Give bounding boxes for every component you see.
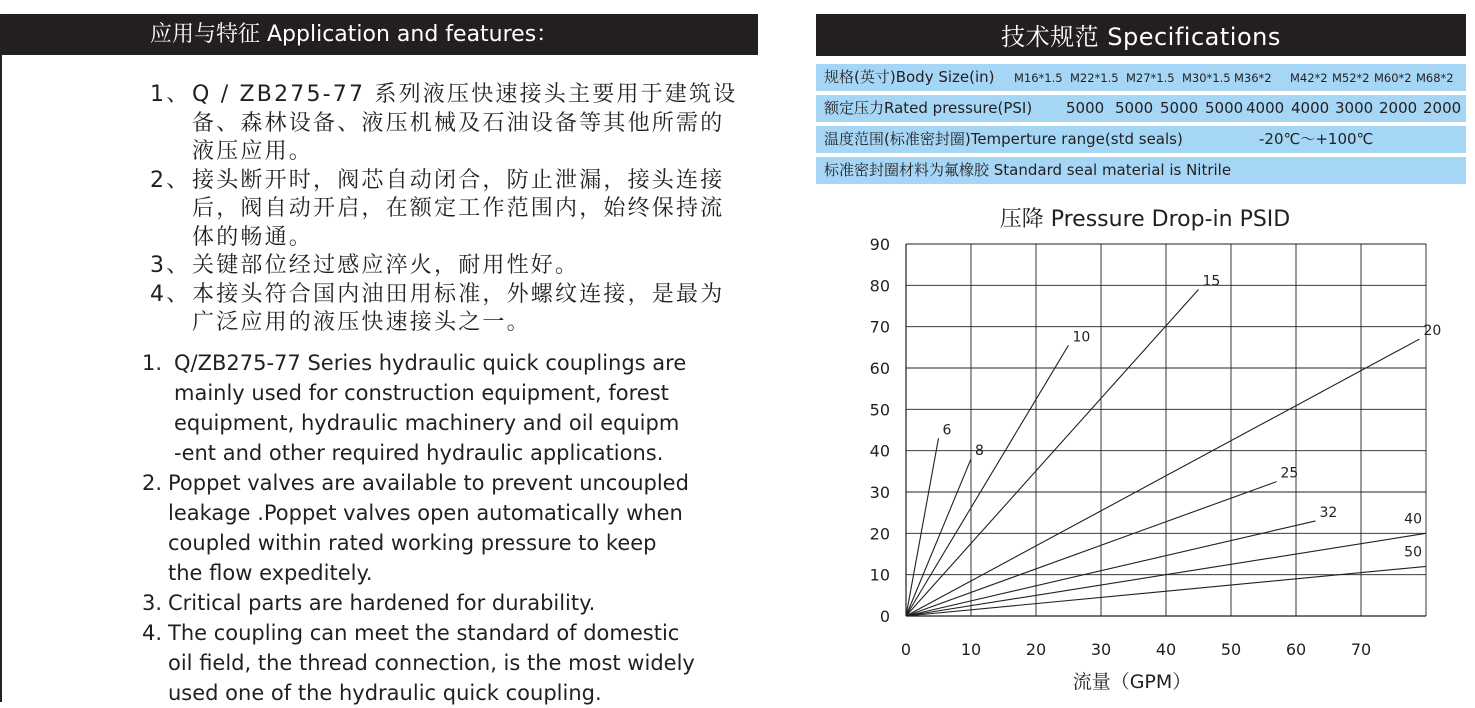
series-label: 8 bbox=[975, 442, 984, 459]
spec-row-temperature-range bbox=[816, 126, 1466, 153]
y-tick-label: 90 bbox=[869, 235, 890, 254]
spec-value: M27*1.5 bbox=[1126, 71, 1175, 85]
spec-value: 4000 bbox=[1246, 99, 1285, 117]
cn-feature-item bbox=[2, 252, 747, 281]
en-feature-item bbox=[2, 588, 748, 618]
y-tick-label: 0 bbox=[879, 607, 890, 626]
spec-value: M22*1.5 bbox=[1070, 71, 1119, 85]
spec-value: 3000 bbox=[1335, 99, 1374, 117]
series-line bbox=[906, 482, 1277, 616]
spec-value: M52*2 bbox=[1332, 71, 1370, 85]
series-label: 25 bbox=[1280, 465, 1299, 482]
y-tick-label: 30 bbox=[869, 483, 890, 502]
cn-feature-item bbox=[2, 281, 747, 338]
x-tick-label: 70 bbox=[1350, 640, 1372, 659]
spec-value: M68*2 bbox=[1416, 71, 1454, 85]
y-tick-label: 70 bbox=[869, 317, 890, 337]
specifications-panel bbox=[816, 14, 1466, 188]
spec-label: 规格(英寸)Body Size(in) bbox=[824, 68, 995, 86]
series-label: 15 bbox=[1202, 273, 1221, 290]
y-tick-label: 20 bbox=[869, 524, 890, 544]
en-feature-text: The coupling can meet the standard of domestic oil field, the thread connection, is the most widely used one of the hydraulic quick coupling. bbox=[168, 620, 695, 705]
en-feature-number: 1. bbox=[142, 350, 163, 375]
cn-feature-text: 关键部位经过感应淬火，耐用性好。 bbox=[192, 253, 580, 278]
spec-value: M60*2 bbox=[1374, 71, 1412, 85]
en-feature-text: Q/ZB275-77 Series hydraulic quick couplings are mainly used for construction equipment, forest equipment, hydraulic machinery and oil equipm -ent and other required hydraulic applications. bbox=[174, 350, 687, 465]
series-label: 32 bbox=[1319, 504, 1338, 521]
y-tick-label: 50 bbox=[869, 400, 890, 420]
y-tick-label: 60 bbox=[869, 359, 890, 378]
x-tick-label: 20 bbox=[1025, 640, 1047, 659]
spec-value: 2000 bbox=[1379, 99, 1418, 117]
series-line bbox=[906, 521, 1316, 616]
x-tick-label: 50 bbox=[1220, 640, 1242, 659]
en-feature-item bbox=[2, 468, 748, 588]
spec-value: M42*2 bbox=[1290, 71, 1328, 85]
cn-feature-number: 2、 bbox=[150, 167, 191, 193]
series-label: 6 bbox=[942, 422, 952, 439]
series-line bbox=[906, 459, 971, 616]
y-tick-label: 80 bbox=[869, 276, 890, 296]
cn-feature-number: 1、 bbox=[150, 82, 191, 107]
spec-value: 5000 bbox=[1066, 99, 1105, 117]
en-feature-text: Critical parts are hardened for durability. bbox=[168, 590, 596, 615]
en-feature-number: 4. bbox=[142, 620, 163, 645]
pressure-drop-chart bbox=[816, 200, 1475, 702]
en-feature-item bbox=[2, 348, 744, 468]
spec-value: 5000 bbox=[1205, 99, 1244, 117]
cn-feature-text: 接头断开时，阀芯自动闭合，防止泄漏，接头连接后，阀自动开启，在额定工作范围内，始终保持流体的畅通。 bbox=[192, 167, 725, 250]
chart-grid bbox=[906, 244, 1426, 616]
cn-feature-number: 4、 bbox=[150, 281, 191, 307]
x-tick-label: 60 bbox=[1285, 640, 1307, 659]
chinese-feature-list bbox=[2, 81, 758, 338]
series-label: 50 bbox=[1404, 544, 1422, 561]
spec-label: 额定压力Rated pressure(PSI) bbox=[824, 99, 1033, 117]
spec-value: 5000 bbox=[1160, 99, 1199, 117]
cn-feature-text: 本接头符合国内油田用标准，外螺纹连接，是最为广泛应用的液压快速接头之一。 bbox=[192, 281, 725, 335]
spec-row-rated-pressure bbox=[816, 95, 1466, 122]
pressure-drop-chart-svg bbox=[816, 200, 1475, 702]
en-feature-number: 2. bbox=[142, 470, 163, 495]
series-label: 40 bbox=[1404, 511, 1422, 528]
spec-value: M16*1.5 bbox=[1014, 71, 1063, 85]
spec-table bbox=[816, 64, 1466, 184]
specifications-header: 技术规范 Specifications bbox=[816, 14, 1466, 56]
chart-title: 压降 Pressure Drop-in PSID bbox=[999, 207, 1291, 232]
spec-value: 4000 bbox=[1291, 99, 1330, 117]
series-label: 20 bbox=[1423, 323, 1442, 340]
y-tick-label: 10 bbox=[869, 565, 890, 585]
spec-value: M30*1.5 bbox=[1182, 71, 1231, 85]
cn-feature-text: Q / ZB275-77 系列液压快速接头主要用于建筑设备、森林设备、液压机械及石油设备等其他所需的液压应用。 bbox=[192, 82, 738, 164]
x-tick-label: 30 bbox=[1090, 640, 1112, 659]
spec-row-body-size bbox=[816, 64, 1466, 91]
y-tick-label: 40 bbox=[869, 441, 890, 461]
cn-feature-number: 3、 bbox=[150, 253, 191, 278]
x-axis-label: 流量（GPM） bbox=[1072, 671, 1192, 693]
cn-feature-item bbox=[2, 81, 747, 167]
x-tick-label: 10 bbox=[960, 640, 982, 659]
en-feature-item bbox=[2, 618, 753, 708]
cn-feature-item bbox=[2, 167, 747, 253]
application-features-header: 应用与特征 Application and features： bbox=[2, 14, 758, 55]
spec-label: 标准密封圈材料为氟橡胶 Standard seal material is Nitrile bbox=[824, 161, 1232, 179]
en-feature-text: Poppet valves are available to prevent uncoupled leakage .Poppet valves open automatically when coupled within rated working pressure to keep the flow expeditely. bbox=[168, 470, 689, 585]
spec-value: -20℃～+100℃ bbox=[1259, 130, 1374, 148]
english-feature-list bbox=[2, 348, 758, 708]
x-tick-label: 0 bbox=[900, 640, 912, 659]
series-label: 10 bbox=[1072, 329, 1091, 346]
spec-label: 温度范围(标准密封圈)Temperture range(std seals) bbox=[824, 130, 1183, 148]
series-line bbox=[906, 289, 1199, 616]
spec-value: M36*2 bbox=[1234, 71, 1272, 85]
spec-row-seal-material bbox=[816, 157, 1466, 184]
x-tick-label: 40 bbox=[1155, 640, 1177, 659]
en-feature-number: 3. bbox=[142, 590, 163, 615]
spec-value: 5000 bbox=[1115, 99, 1154, 117]
spec-value: 2000 bbox=[1423, 99, 1462, 117]
application-features-panel bbox=[0, 14, 758, 705]
